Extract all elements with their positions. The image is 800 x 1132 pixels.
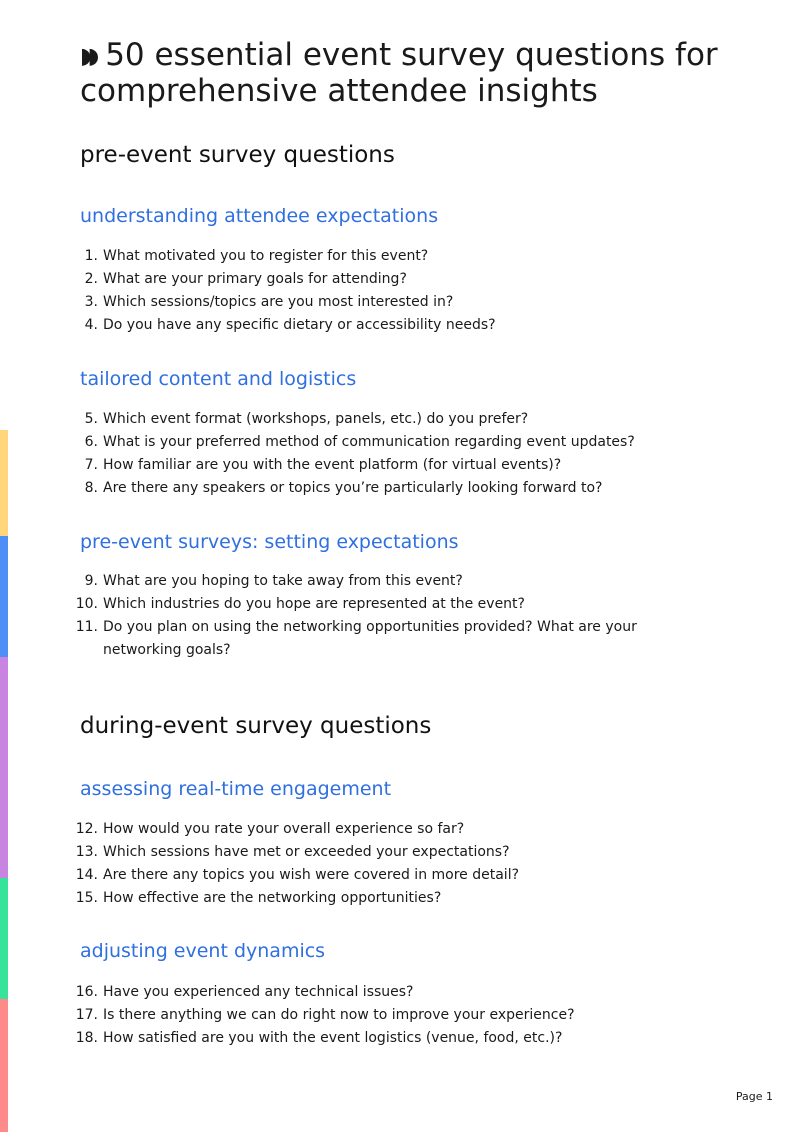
question-text: Which industries do you hope are represented at the event?	[103, 596, 525, 612]
title-mark-icon: ◗◗	[80, 44, 96, 69]
list-item	[70, 570, 650, 593]
question-text: What is your preferred method of communication regarding event updates?	[103, 434, 635, 450]
list-item	[70, 593, 650, 616]
list-item	[70, 1004, 650, 1027]
question-text: What are you hoping to take away from this event?	[103, 573, 463, 589]
section-heading-pre-event: pre-event survey questions	[80, 142, 395, 168]
list-item	[70, 818, 650, 841]
list-item	[70, 245, 650, 268]
question-list	[70, 245, 650, 337]
sidebar-stripe-green	[0, 878, 8, 999]
question-number: 18.	[75, 1030, 98, 1046]
question-text: Do you plan on using the networking opportunities provided? What are your networking goals?	[103, 619, 637, 658]
question-list	[70, 408, 650, 500]
question-number: 15.	[75, 890, 98, 906]
question-text: What are your primary goals for attending?	[103, 271, 407, 287]
subsection-heading: assessing real-time engagement	[80, 778, 392, 800]
sidebar-stripe-blue	[0, 536, 8, 657]
sidebar-stripe-purple	[0, 657, 8, 878]
question-number: 1.	[84, 248, 98, 264]
list-item	[70, 1027, 650, 1050]
question-text: Are there any speakers or topics you’re particularly looking forward to?	[103, 480, 603, 496]
question-number: 2.	[84, 271, 98, 287]
sidebar-stripe-yellow	[0, 430, 8, 536]
page-title	[80, 38, 780, 108]
question-text: Which sessions/topics are you most interested in?	[103, 294, 454, 310]
question-number: 5.	[84, 411, 98, 427]
sidebar-stripe-red	[0, 999, 8, 1132]
question-text: How familiar are you with the event platform (for virtual events)?	[103, 457, 562, 473]
list-item	[70, 616, 650, 662]
list-item	[70, 408, 650, 431]
question-number: 12.	[75, 821, 98, 837]
list-item	[70, 477, 650, 500]
question-number: 8.	[84, 480, 98, 496]
list-item	[70, 431, 650, 454]
question-number: 10.	[75, 596, 98, 612]
question-number: 3.	[84, 294, 98, 310]
question-text: Have you experienced any technical issues?	[103, 984, 414, 1000]
question-text: How effective are the networking opportunities?	[103, 890, 442, 906]
list-item	[70, 291, 650, 314]
subsection-heading: pre-event surveys: setting expectations	[80, 531, 459, 553]
question-number: 14.	[75, 867, 98, 883]
subsection-heading: tailored content and logistics	[80, 368, 357, 390]
question-text: What motivated you to register for this event?	[103, 248, 429, 264]
list-item	[70, 841, 650, 864]
question-number: 9.	[84, 573, 98, 589]
question-list	[70, 570, 650, 662]
question-text: Which sessions have met or exceeded your expectations?	[103, 844, 510, 860]
question-text: Is there anything we can do right now to improve your experience?	[103, 1007, 575, 1023]
question-list	[70, 981, 650, 1050]
question-number: 11.	[75, 619, 98, 635]
page-number: Page 1	[735, 1090, 773, 1103]
list-item	[70, 864, 650, 887]
question-text: Do you have any specific dietary or accessibility needs?	[103, 317, 496, 333]
question-list	[70, 818, 650, 910]
question-text: How satisfied are you with the event logistics (venue, food, etc.)?	[103, 1030, 563, 1046]
list-item	[70, 981, 650, 1004]
list-item	[70, 314, 650, 337]
question-number: 17.	[75, 1007, 98, 1023]
question-text: How would you rate your overall experience so far?	[103, 821, 465, 837]
page-title-text: 50 essential event survey questions for comprehensive attendee insights	[80, 37, 718, 109]
list-item	[70, 887, 650, 910]
question-number: 13.	[75, 844, 98, 860]
question-text: Are there any topics you wish were covered in more detail?	[103, 867, 520, 883]
list-item	[70, 268, 650, 291]
subsection-heading: adjusting event dynamics	[80, 940, 326, 962]
section-heading-during-event: during-event survey questions	[80, 713, 432, 739]
list-item	[70, 454, 650, 477]
question-number: 7.	[84, 457, 98, 473]
question-number: 16.	[75, 984, 98, 1000]
question-number: 4.	[84, 317, 98, 333]
subsection-heading: understanding attendee expectations	[80, 205, 439, 227]
question-text: Which event format (workshops, panels, etc.) do you prefer?	[103, 411, 529, 427]
question-number: 6.	[84, 434, 98, 450]
